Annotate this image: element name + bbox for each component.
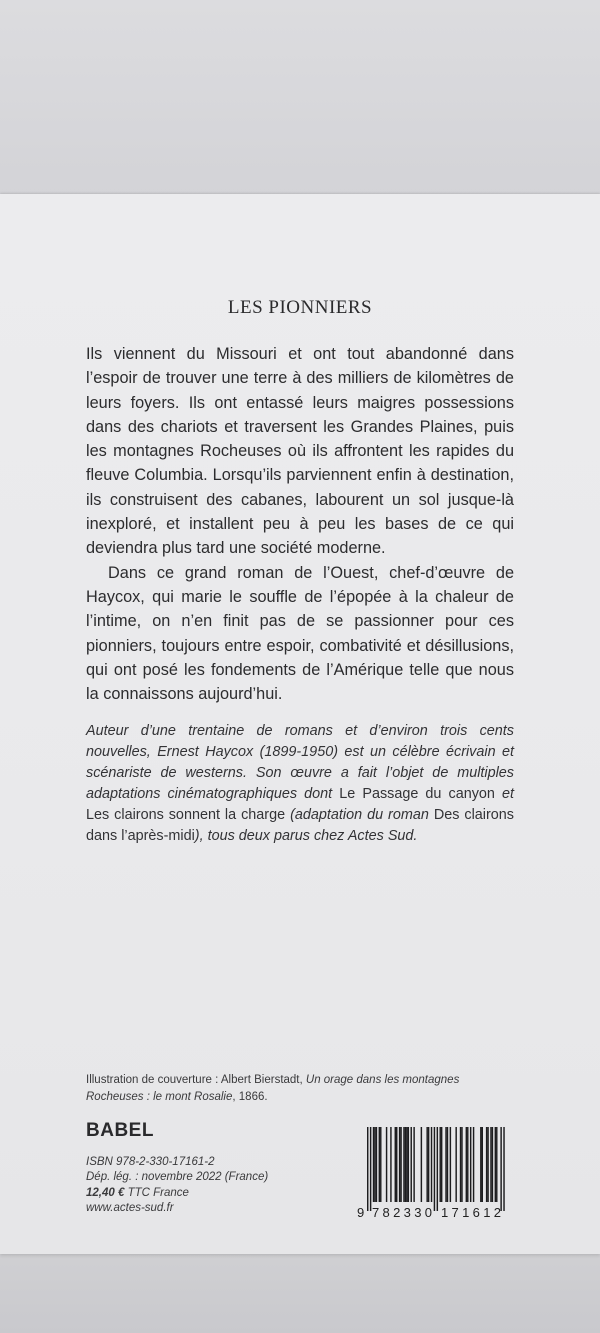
barcode-bars (367, 1127, 505, 1211)
film-title-2: Les clairons sonnent la charge (86, 807, 286, 823)
author-note-part-2: et (494, 786, 515, 802)
barcode-bar (440, 1127, 441, 1202)
background-top (0, 0, 600, 200)
barcode-bar (447, 1127, 448, 1202)
isbn: ISBN 978-2-330-17161-2 (86, 1156, 215, 1168)
film-title-1: Le Passage du canyon (339, 786, 495, 802)
barcode-bar (461, 1127, 462, 1202)
legal-deposit: Dép. lég. : novembre 2022 (France) (86, 1171, 269, 1184)
barcode-bar (367, 1127, 368, 1211)
barcode-bar (421, 1127, 422, 1202)
author-note-part-4: ), tous deux parus chez Actes Sud. (194, 828, 418, 844)
barcode-bar (373, 1127, 374, 1202)
barcode-bar (411, 1127, 412, 1202)
barcode-bar (450, 1127, 451, 1202)
barcode-bar (441, 1127, 442, 1202)
barcode-bar (434, 1127, 435, 1211)
barcode-bar (470, 1127, 471, 1202)
imprint-logo: BABEL (86, 1120, 154, 1141)
barcode-right-digits: 171612 (441, 1205, 501, 1219)
barcode-bar (403, 1127, 404, 1202)
price-value: 12,40 € (86, 1186, 125, 1199)
barcode-bar (426, 1127, 427, 1202)
barcode-bar (473, 1127, 474, 1202)
barcode-lead-digit: 9 (357, 1205, 365, 1219)
cover-credit (86, 1072, 516, 1106)
barcode-bar (428, 1127, 429, 1202)
book-title: LES PIONNIERS (227, 297, 373, 318)
barcode-bar (467, 1127, 468, 1202)
author-note (86, 721, 514, 847)
barcode-bar (480, 1127, 481, 1202)
barcode-bar (500, 1127, 501, 1211)
author-note-part-3: (adaptation du roman (285, 807, 434, 823)
barcode-bar (492, 1127, 493, 1202)
barcode-bar (437, 1127, 438, 1211)
barcode-bar (496, 1127, 497, 1202)
back-cover (0, 194, 600, 1254)
barcode-bar (486, 1127, 487, 1202)
barcode-bar (466, 1127, 467, 1202)
author-note-part-1: Auteur d’une trentaine de romans et d’environ trois cents nouvelles, Ernest Haycox (1899-1950) est un célèbre écrivain et scénariste de westerns. Son œuvre a fait l’objet de multiples adaptations cinématographiques dont (86, 723, 514, 802)
novel-title: Des clairons dans l’après-midi (86, 807, 514, 844)
barcode-left-digits: 782330 (372, 1205, 432, 1219)
blurb-paragraph-1: Ils viennent du Missouri et ont tout abandonné dans l’espoir de trouver une terre à des milliers de kilomètres de leurs foyers. Ils ont entassé leurs maigres possessions dans des chariots et traversent les Grandes Plaines, puis les montagnes Rocheuses où ils affrontent les rapides du fleuve Columbia. Lorsqu’ils parviennent enfin à destination, ils construisent des cabanes, labourent un sol jusque-là inexploré, et installent peu à peu les bases de ce qui deviendra plus tard une société moderne. (86, 345, 514, 558)
barcode-bar (395, 1127, 396, 1202)
website: www.actes-sud.fr (86, 1201, 174, 1214)
barcode (355, 1127, 515, 1219)
blurb (86, 342, 514, 706)
barcode-bar (405, 1127, 406, 1202)
barcode-bar (455, 1127, 456, 1202)
barcode-bar (399, 1127, 400, 1202)
author-note-text (86, 721, 514, 847)
barcode-bar (374, 1127, 375, 1202)
barcode-bar (490, 1127, 491, 1202)
barcode-bar (396, 1127, 397, 1202)
barcode-bar (376, 1127, 377, 1202)
credit-prefix: Illustration de couverture : Albert Bierstadt, (86, 1074, 306, 1086)
price (86, 1186, 326, 1201)
barcode-bar (487, 1127, 488, 1202)
barcode-bar (390, 1127, 391, 1202)
barcode-bar (406, 1127, 407, 1202)
barcode-bar (495, 1127, 496, 1202)
barcode-bar (503, 1127, 504, 1211)
barcode-bar (482, 1127, 483, 1202)
credit-suffix: , 1866. (232, 1091, 268, 1103)
barcode-bar (460, 1127, 461, 1202)
blurb-paragraph-2: Dans ce grand roman de l’Ouest, chef-d’œuvre de Haycox, qui marie le souffle de l’épopée à la chaleur de l’intime, on n’en finit pas de se passionner pour ces pionniers, toujours entre espoir, combativité et désillusions, qui ont posé les fondements de l’Amérique telle que nous la connaissons aujourd’hui. (86, 563, 514, 704)
barcode-bar (445, 1127, 446, 1202)
barcode-bar (431, 1127, 432, 1202)
background-bottom (0, 1250, 600, 1333)
barcode-bar (400, 1127, 401, 1202)
price-suffix: TTC France (124, 1186, 189, 1199)
barcode-bar (380, 1127, 381, 1202)
barcode-bar (386, 1127, 387, 1202)
barcode-bar (379, 1127, 380, 1202)
barcode-bar (413, 1127, 414, 1202)
legal-info (86, 1155, 326, 1216)
barcode-bar (370, 1127, 371, 1211)
credit-artwork: Un orage dans les montagnes Rocheuses : le mont Rosalie (86, 1074, 460, 1103)
barcode-bar (408, 1127, 409, 1202)
